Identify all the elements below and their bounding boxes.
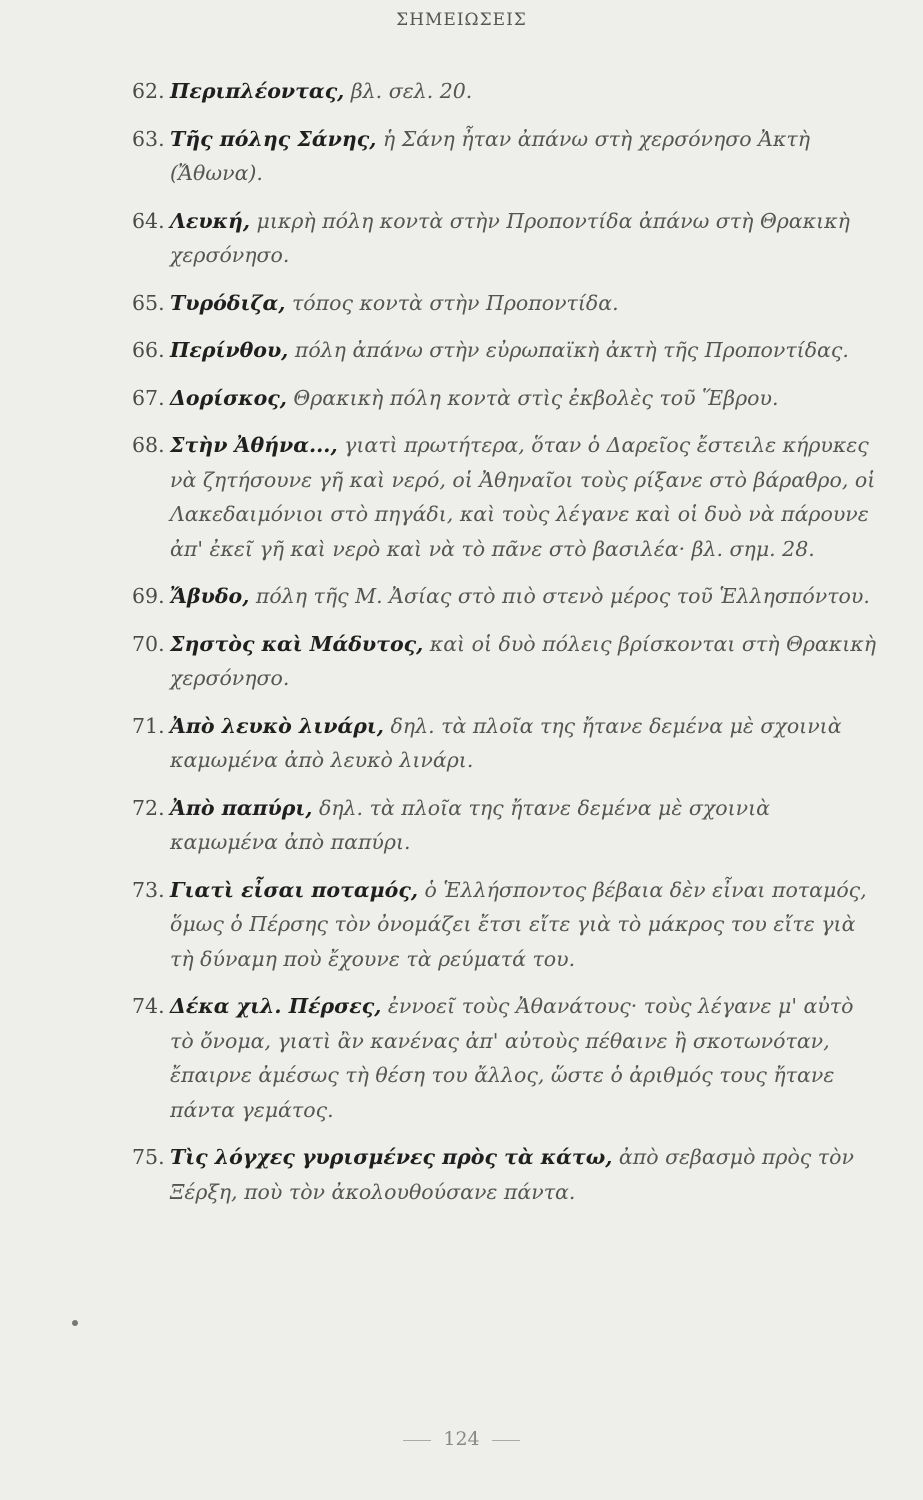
note-term: Δορίσκος, [170,385,287,410]
note-number: 69. [132,584,165,608]
note-number: 68. [132,433,165,457]
note-text: ὁ Ἑλλήσποντος βέβαια δὲν εἶναι ποταμός, ὅμως ὁ Πέρσης τὸν ὀνομάζει ἔτσι εἴτε γιὰ τὸ μάκρος του εἴτε γιὰ τὴ δύναμη ποὺ ἔχουνε τὰ ρεύματά του. [170,877,867,971]
note-number: 64. [132,208,165,233]
note-number: 62. [132,79,165,103]
note-71 [132,709,877,778]
note-74 [132,989,877,1127]
note-number: 75. [132,1145,165,1169]
note-text: γιατὶ πρωτήτερα, ὅταν ὁ Δαρεῖος ἔστειλε κήρυκες νὰ ζητήσουνε γῆ καὶ νερό, οἱ Ἀθηναῖοι τοὺς ρίξανε στὸ βάραθρο, οἱ Λακεδαιμόνιοι στὸ πηγάδι, καὶ τοὺς λέγανε καὶ οἱ δυὸ νὰ πάρουνε ἀπ' ἐκεῖ γῆ καὶ νερὸ καὶ νὰ τὸ πᾶνε στὸ βασιλέα· βλ. σημ. 28. [170,433,876,561]
note-text: δηλ. τὰ πλοῖα της ἤτανε δεμένα μὲ σχοινιὰ καμωμένα ἀπὸ λευκὸ λινάρι. [170,713,842,772]
note-64 [132,204,877,273]
page-number-footer [0,1428,923,1450]
note-term: Τυρόδιζα, [170,290,286,315]
note-text: πόλη τῆς Μ. Ἀσίας στὸ πιὸ στενὸ μέρος τοῦ Ἑλλησπόντου. [249,584,870,608]
folio-dash-left [403,1440,431,1441]
note-text: βλ. σελ. 20. [344,79,473,103]
note-term: Ἄβυδο, [170,584,250,608]
note-text: μικρὴ πόλη κοντὰ στὴν Προποντίδα ἀπάνω στὴ Θρακικὴ χερσόνησο. [170,208,850,267]
note-text: ἐννοεῖ τοὺς Ἀθανάτους· τοὺς λέγανε μ' αὐτὸ τὸ ὄνομα, γιατὶ ἂν κανένας ἀπ' αὐτοὺς πέθαινε ἢ σκοτωνόταν, ἔπαιρνε ἀμέσως τὴ θέση του ἄλλος, ὥστε ὁ ἀριθμός τους ἤτανε πάντα γεμάτος. [170,994,854,1122]
margin-dot-mark [72,1320,78,1326]
note-term: Περίνθου, [170,338,289,362]
note-65 [132,286,877,321]
notes-list [132,74,877,1222]
note-term: Λευκή, [170,208,250,233]
note-text: ἡ Σάνη ἦταν ἀπάνω στὴ χερσόνησο Ἀκτὴ (Ἄθωνα). [170,126,810,185]
note-term: Γιατὶ εἶσαι ποταμός, [170,877,418,902]
note-number: 73. [132,877,165,902]
note-text: ἀπὸ σεβασμὸ πρὸς τὸν Ξέρξη, ποὺ τὸν ἀκολουθούσανε πάντα. [170,1145,854,1204]
note-75 [132,1140,877,1209]
note-number: 74. [132,994,165,1018]
note-term: Δέκα χιλ. Πέρσες, [170,994,382,1018]
note-number: 65. [132,290,165,315]
note-number: 66. [132,338,165,362]
note-text: τόπος κοντὰ στὴν Προποντίδα. [285,290,619,315]
note-term: Στὴν Ἀθήνα..., [170,433,338,457]
note-term: Τὶς λόγχες γυρισμένες πρὸς τὰ κάτω, [170,1145,613,1169]
note-term: Ἀπὸ παπύρι, [170,795,313,820]
note-text: καὶ οἱ δυὸ πόλεις βρίσκονται στὴ Θρακικὴ χερσόνησο. [170,631,876,690]
note-66 [132,333,877,368]
note-number: 72. [132,795,165,820]
running-head: ΣΗΜΕΙΩΣΕΙΣ [396,10,527,30]
note-text: Θρακικὴ πόλη κοντὰ στὶς ἐκβολὲς τοῦ Ἕβρου. [286,385,779,410]
note-term: Τῆς πόλης Σάνης, [170,126,377,151]
note-text: πόλη ἀπάνω στὴν εὐρωπαϊκὴ ἀκτὴ τῆς Προποντίδας. [288,338,849,362]
note-68 [132,428,877,566]
note-number: 70. [132,631,165,656]
note-73 [132,873,877,977]
note-text: δηλ. τὰ πλοῖα της ἤτανε δεμένα μὲ σχοινιὰ καμωμένα ἀπὸ παπύρι. [170,795,771,854]
note-number: 67. [132,385,165,410]
note-number: 63. [132,126,165,151]
note-62 [132,74,877,109]
folio-dash-right [492,1440,520,1441]
note-term: Ἀπὸ λευκὸ λινάρι, [170,713,384,738]
note-63 [132,122,877,191]
note-72 [132,791,877,860]
note-number: 71. [132,713,165,738]
note-67 [132,381,877,416]
note-term: Περιπλέοντας, [170,79,345,103]
note-term: Σηστὸς καὶ Μάδυτος, [170,631,424,656]
page-number: 124 [443,1428,480,1450]
note-70 [132,627,877,696]
note-69 [132,579,877,614]
